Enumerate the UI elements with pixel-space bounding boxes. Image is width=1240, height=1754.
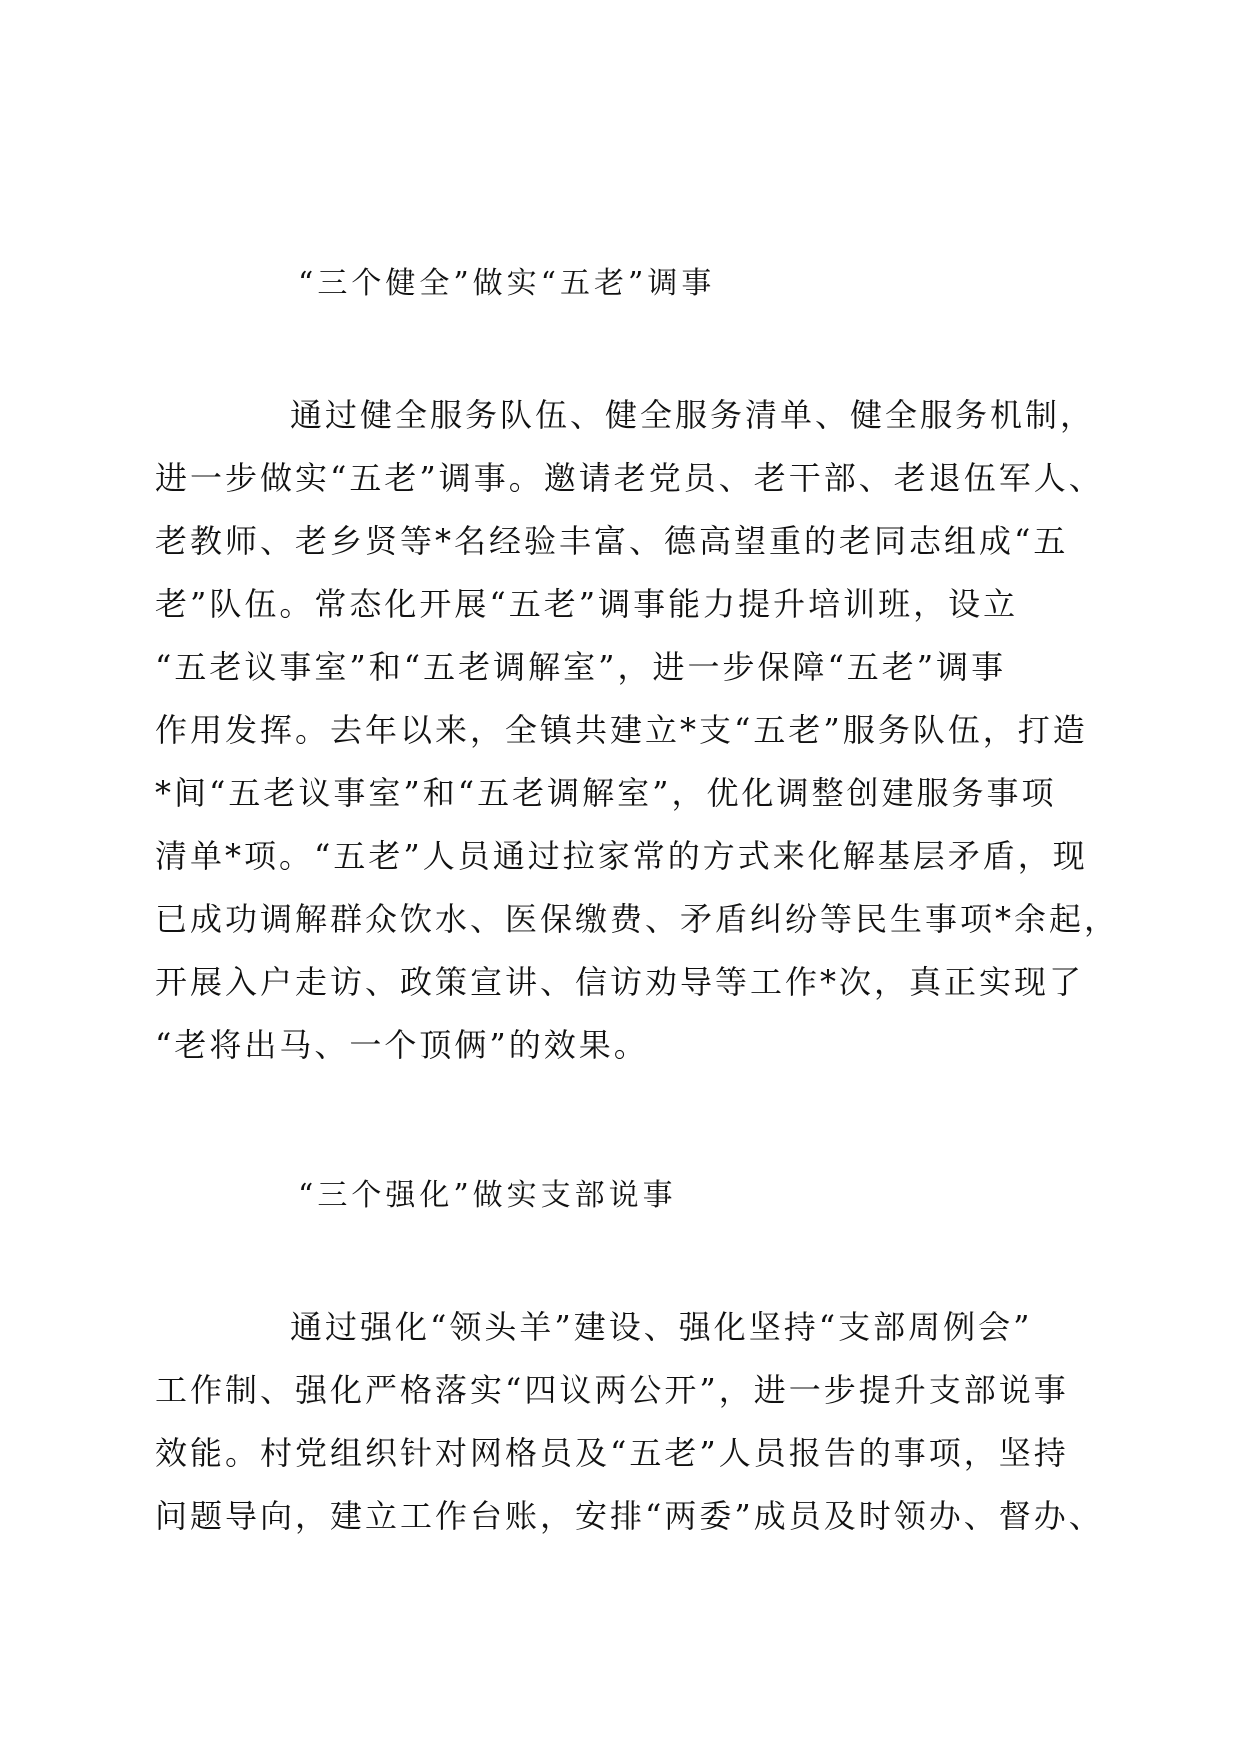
paragraph-line: 问题导向，建立工作台账，安排“两委”成员及时领办、督办、	[155, 1497, 1104, 1535]
paragraph-line: 进一步做实“五老”调事。邀请老党员、老干部、老退伍军人、	[155, 459, 1104, 497]
paragraph-line: 作用发挥。去年以来，全镇共建立*支“五老”服务队伍，打造	[155, 711, 1088, 749]
paragraph-line: 工作制、强化严格落实“四议两公开”，进一步提升支部说事	[155, 1371, 1069, 1409]
paragraph-line: 开展入户走访、政策宣讲、信访劝导等工作*次，真正实现了	[155, 963, 1085, 1001]
paragraph-line: 效能。村党组织针对网格员及“五老”人员报告的事项，坚持	[155, 1434, 1069, 1472]
paragraph-line: 通过强化“领头羊”建设、强化坚持“支部周例会”	[290, 1308, 1033, 1346]
section-heading-2: “三个强化”做实支部说事	[298, 1178, 677, 1213]
section-paragraph-1	[155, 384, 1120, 1077]
paragraph-line: “老将出马、一个顶俩”的效果。	[155, 1026, 649, 1064]
paragraph-line: *间“五老议事室”和“五老调解室”，优化调整创建服务事项	[155, 774, 1057, 812]
paragraph-line: 老”队伍。常态化开展“五老”调事能力提升培训班，设立	[155, 585, 1019, 623]
paragraph-line: “五老议事室”和“五老调解室”，进一步保障“五老”调事	[155, 648, 1007, 686]
paragraph-line: 清单*项。“五老”人员通过拉家常的方式来化解基层矛盾，现	[155, 837, 1088, 875]
paragraph-line: 老教师、老乡贤等*名经验丰富、德高望重的老同志组成“五	[155, 522, 1069, 560]
paragraph-line: 通过健全服务队伍、健全服务清单、健全服务机制，	[290, 396, 1096, 434]
paragraph-line: 已成功调解群众饮水、医保缴费、矛盾纠纷等民生事项*余起，	[155, 900, 1120, 938]
section-heading-1: “三个健全”做实“五老”调事	[298, 266, 716, 301]
section-paragraph-2	[155, 1296, 1115, 1548]
